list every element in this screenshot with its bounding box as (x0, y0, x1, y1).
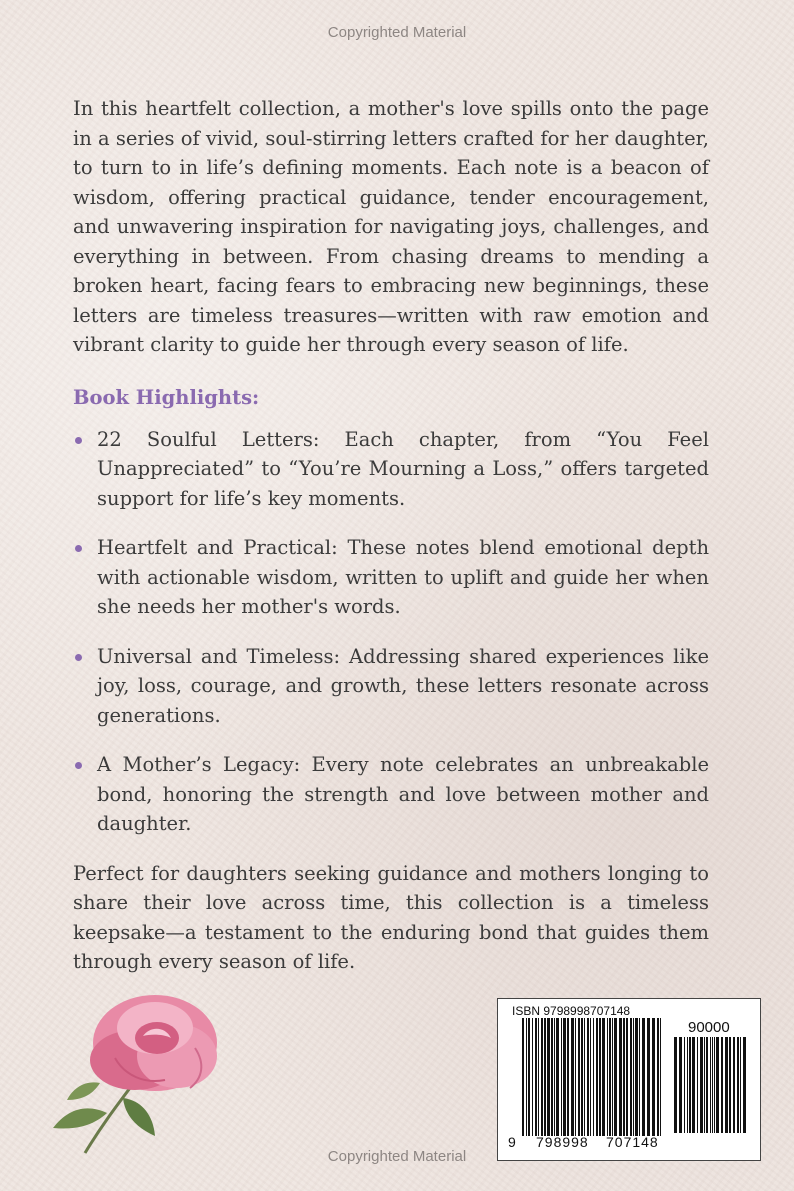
back-cover-text (73, 94, 709, 977)
barcode-bar (647, 1018, 650, 1136)
barcode-bar (544, 1018, 546, 1136)
barcode-digit-lead: 9 (508, 1134, 516, 1150)
barcode-bar (614, 1018, 617, 1136)
price-code: 90000 (688, 1019, 730, 1036)
barcode-bar (712, 1037, 713, 1133)
barcode-bar (635, 1018, 638, 1136)
barcode-bar (687, 1037, 688, 1133)
barcode-bar (596, 1018, 598, 1136)
barcode-bar (551, 1018, 553, 1136)
bullet-icon (75, 545, 82, 552)
barcode-bar (721, 1037, 723, 1133)
barcode-bar (725, 1037, 728, 1133)
isbn-label: ISBN 9798998707148 (512, 1004, 631, 1018)
barcode-bar (609, 1018, 611, 1136)
barcode-bar (584, 1018, 585, 1136)
barcode-bar (704, 1037, 705, 1133)
watermark-top: Copyrighted Material (327, 24, 467, 41)
barcode-bar (630, 1018, 632, 1136)
barcode-bar (547, 1018, 550, 1136)
highlights-heading: Book Highlights: (73, 385, 260, 409)
barcode-bar (692, 1037, 695, 1133)
barcode-bar (522, 1018, 524, 1136)
barcode-bar (526, 1018, 527, 1136)
barcode-bar (575, 1018, 576, 1136)
barcode-bar (619, 1018, 622, 1136)
barcode-bar (578, 1018, 580, 1136)
rose-icon (45, 988, 235, 1158)
highlight-text: Universal and Timeless: Addressing shared experiences like joy, loss, courage, and growth, these letters resonate across generations. (97, 644, 709, 727)
barcode-bar (729, 1037, 731, 1133)
barcode-bar (571, 1018, 574, 1136)
barcode-bar (679, 1037, 682, 1133)
barcode-bar (710, 1037, 711, 1133)
bullet-icon (75, 654, 82, 661)
barcode-bar (535, 1018, 537, 1136)
intro-paragraph: In this heartfelt collection, a mother's love spills onto the page in a series of vivid, soul-stirring letters crafted for her daughter, to turn to in life’s defining moments. Each note is a beacon of wisdom, offering practical guidance, tender encouragement, and unwavering inspiration for navigating joys, challenges, and everything in between. From chasing dreams to mending a broken heart, facing fears to embracing new beginnings, these letters are timeless treasures—written with raw emotion and vibrant clarity to guide her through every season of life. (73, 97, 709, 356)
barcode-bar (714, 1037, 715, 1133)
barcode-digits-left: 798998 (536, 1134, 589, 1150)
barcode-bar (599, 1018, 601, 1136)
highlight-item (73, 642, 709, 731)
barcode-bar (737, 1037, 739, 1133)
barcode (497, 998, 761, 1161)
highlight-text: Heartfelt and Practical: These notes blend emotional depth with actionable wisdom, written to uplift and guide her when she needs her mother's words. (97, 536, 709, 618)
barcode-bar (612, 1018, 613, 1136)
barcode-bar (556, 1018, 559, 1136)
highlight-text: A Mother’s Legacy: Every note celebrates an unbreakable bond, honoring the strength and love between mother and daughter. (97, 753, 709, 835)
barcode-bar (541, 1018, 543, 1136)
barcode-bar (743, 1037, 746, 1133)
barcode-bar (674, 1037, 677, 1133)
barcode-bar (733, 1037, 735, 1133)
barcode-bar (657, 1018, 659, 1136)
barcode-bar (639, 1018, 640, 1136)
barcode-bar (740, 1037, 741, 1133)
barcode-bar (593, 1018, 594, 1136)
barcode-bar (697, 1037, 698, 1133)
highlight-item (73, 750, 709, 839)
barcode-bar (581, 1018, 583, 1136)
barcode-bar (602, 1018, 605, 1136)
barcode-bar (652, 1018, 655, 1136)
barcode-bar (633, 1018, 634, 1136)
barcode-bar (716, 1037, 719, 1133)
barcode-bar (587, 1018, 589, 1136)
barcode-bar (567, 1018, 569, 1136)
bullet-icon (75, 762, 82, 769)
barcode-digits-right: 707148 (606, 1134, 659, 1150)
barcode-bar (623, 1018, 625, 1136)
highlight-item (73, 425, 709, 514)
barcode-bar (561, 1018, 562, 1136)
barcode-bar (528, 1018, 530, 1136)
barcode-bar (700, 1037, 703, 1133)
barcode-bar (590, 1018, 591, 1136)
barcode-bar (538, 1018, 539, 1136)
barcode-bar (642, 1018, 645, 1136)
barcode-bar (684, 1037, 685, 1133)
barcode-bar (706, 1037, 708, 1133)
barcode-bar (689, 1037, 691, 1133)
highlights-list (73, 425, 709, 839)
closing-paragraph: Perfect for daughters seeking guidance and mothers longing to share their love across time, this collection is a timeless keepsake—a testament to the enduring bond that guides them through every season of life. (73, 861, 709, 973)
barcode-bar (607, 1018, 608, 1136)
watermark-bottom: Copyrighted Material (327, 1148, 467, 1165)
highlight-text: 22 Soulful Letters: Each chapter, from “You Feel Unappreciated” to “You’re Mourning a Loss,” offers targeted support for life’s key moments. (97, 427, 709, 510)
barcode-bar (626, 1018, 628, 1136)
barcode-addon-bars (674, 1037, 746, 1133)
highlight-item (73, 533, 709, 622)
barcode-bar (532, 1018, 533, 1136)
barcode-bar (563, 1018, 566, 1136)
barcode-bars (522, 1018, 662, 1138)
barcode-bar (554, 1018, 555, 1136)
bullet-icon (75, 437, 82, 444)
barcode-bar (660, 1018, 661, 1136)
